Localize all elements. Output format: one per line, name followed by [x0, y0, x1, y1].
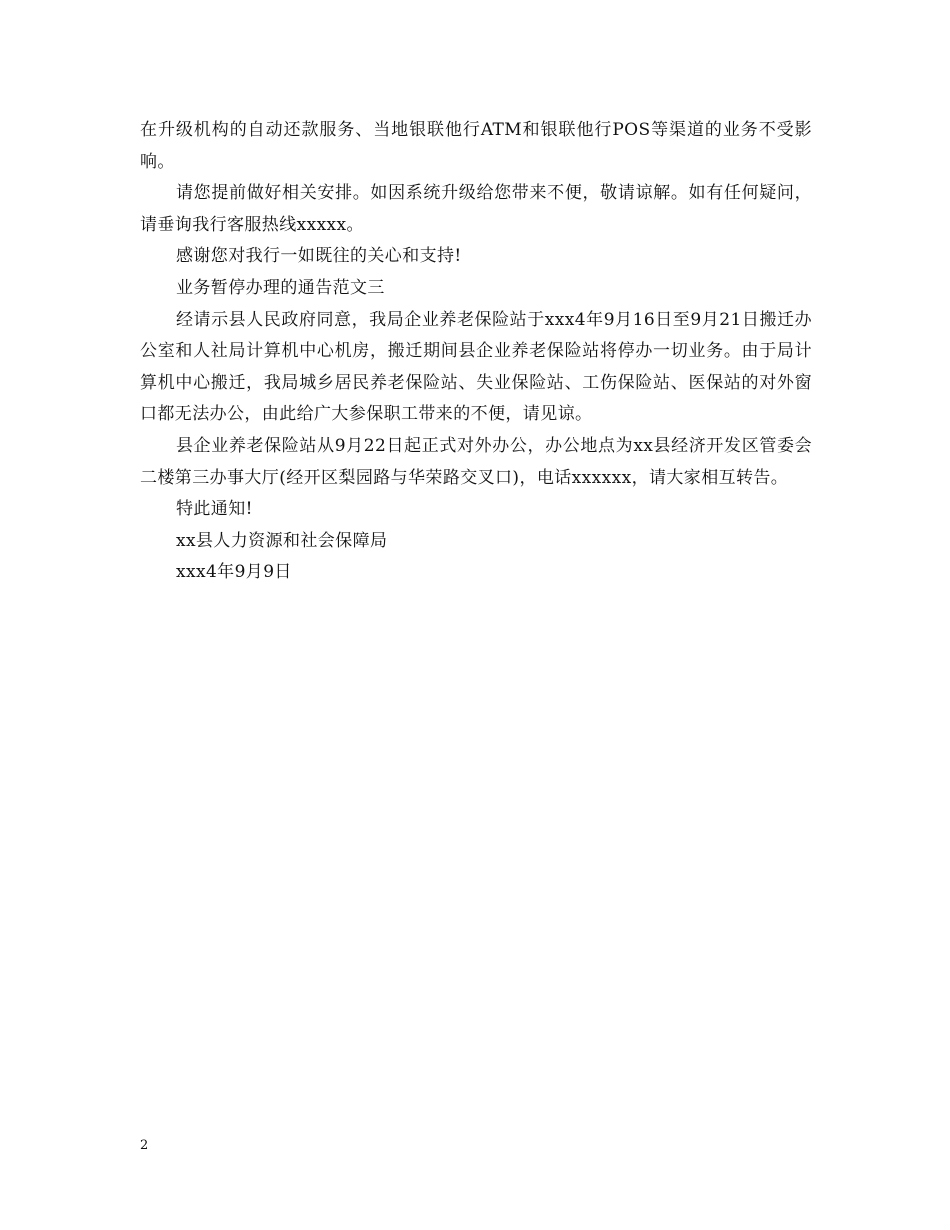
issue-date: xxx4年9月9日: [176, 562, 292, 583]
section-title: 业务暂停办理的通告范文三: [176, 277, 385, 298]
paragraph-thanks: 感谢您对我行一如既往的关心和支持!: [176, 246, 462, 267]
paragraph-continuation: 在升级机构的自动还款服务、当地银联他行ATM和银联他行POS等渠道的业务不受影响。: [140, 120, 812, 172]
page-number: 2: [140, 1138, 149, 1153]
document-body: [140, 115, 812, 589]
issuing-authority: xx县人力资源和社会保障局: [176, 530, 388, 551]
paragraph-relocation: 经请示县人民政府同意，我局企业养老保险站于xxx4年9月16日至9月21日搬迁办公室和人社局计算机中心机房，搬迁期间县企业养老保险站将停办一切业务。由于局计算机中心搬迁，我局城乡居民养老保险站、失业保险站、工伤保险站、医保站的对外窗口都无法办公，由此给广大参保职工带来的不便，请见谅。: [140, 309, 812, 425]
paragraph-office-reopening: 县企业养老保险站从9月22日起正式对外办公，办公地点为xx县经济开发区管委会二楼第三办事大厅(经开区梨园路与华荣路交叉口)，电话xxxxxx，请大家相互转告。: [140, 435, 812, 488]
closing-notice: 特此通知!: [176, 499, 253, 520]
paragraph-arrangement-notice: 请您提前做好相关安排。如因系统升级给您带来不便，敬请谅解。如有任何疑问，请垂询我行客服热线xxxxx。: [140, 183, 812, 235]
